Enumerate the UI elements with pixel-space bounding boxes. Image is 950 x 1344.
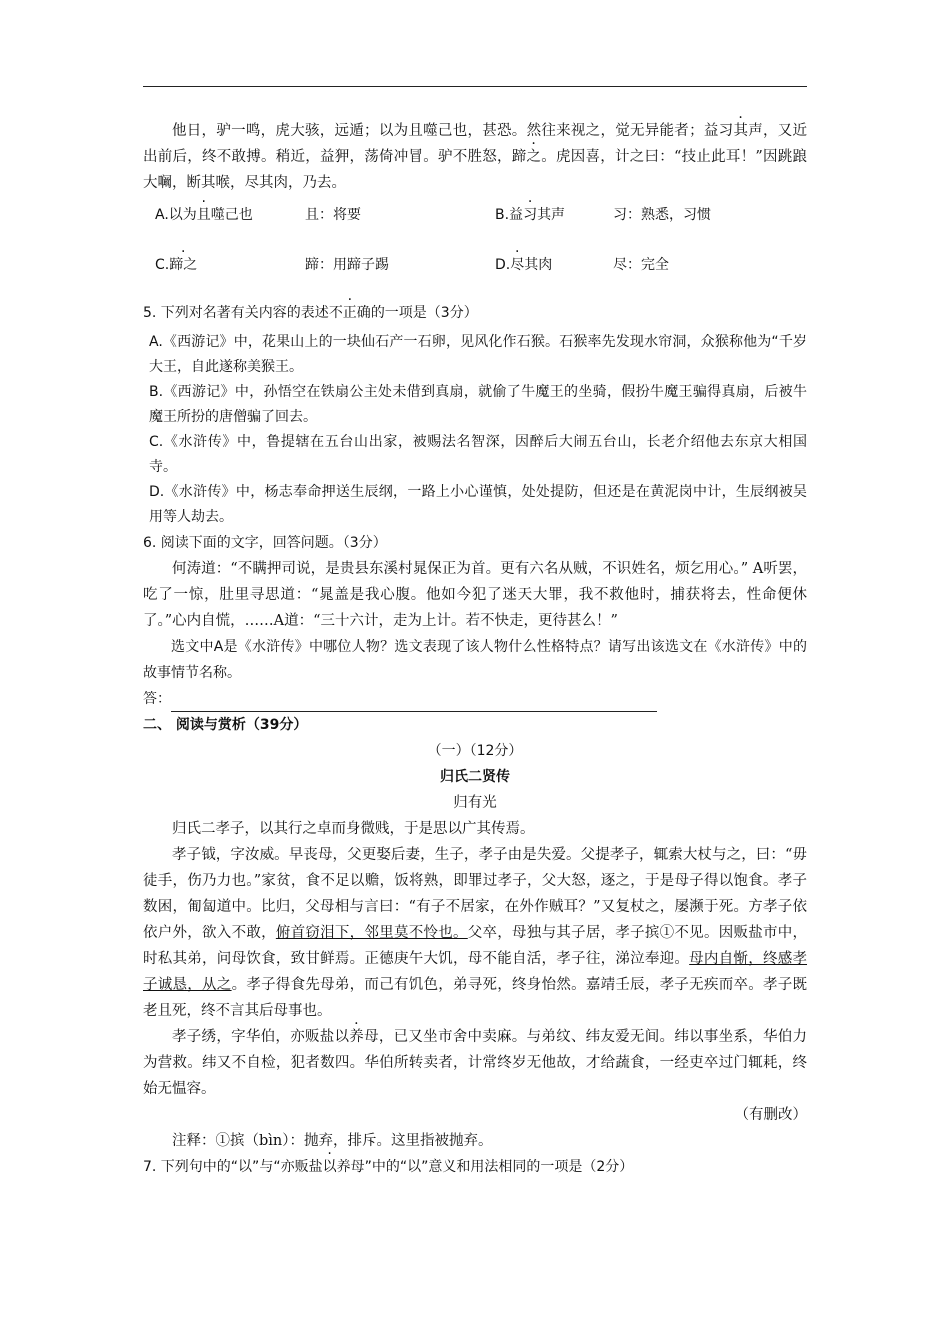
q5-option-a: A.《西游记》中，花果山上的一块仙石产一石卵，见风化作石猴。石猴率先发现水帘洞，众猴称他为“千岁大王，自此遂称美猴王。: [149, 334, 807, 375]
q5-stem: 5. 下列对名著有关内容的表述不正确的一项是（3分）: [143, 305, 478, 321]
article-paragraph-2: 孝子绣，字华伯，亦贩盐以养母，已又坐市舍中卖麻。与弟纹、纬友爱无间。纬以事坐系，华伯力为营救。纬又不自检，犯者数四。华伯所转卖者，计常终岁无他故，才给蔬食，一经吏卒过门辄耗，终始无愠容。: [143, 1029, 808, 1097]
article-paragraph-1: 孝子钺，字汝威。早丧母，父更娶后妻，生子，孝子由是失爱。父提孝子，辄索大杖与之，曰：“毋徒手，伤乃力也。”家贫，食不足以赡，饭将熟，即罪过孝子，父大怒，逐之，于是母子得以饱食。孝子数困，匍匐道中。比归，父母相与言曰：“有子不居家，在外作贼耳？”又复杖之，屡濒于死。方孝子依依户外，欲入不敢，俯首窃泪下，邻里莫不怜也。父卒，母独与其子居，孝子摈①不见。因贩盐市中，时私其弟，问母饮食，致甘鲜焉。正德庚午大饥，母不能自活，孝子往，涕泣奉迎。母内自惭，终感孝子诚恳，从之。孝子得食先母弟，而己有饥色，弟寻死，终身怡然。嘉靖壬辰，孝子无疾而卒。孝子既老且死，终不言其后母事也。: [143, 847, 808, 1019]
q4-option-d: D.尽其肉: [495, 257, 553, 273]
q5-option-d: D.《水浒传》中，杨志奉命押送生辰纲，一路上小心谨慎，处处提防，但还是在黄泥岗中计，生辰纲被吴用等人劫去。: [149, 484, 807, 525]
annotation: 注释：①摈（bìn）：抛弃，排斥。这里指被抛弃。: [172, 1133, 493, 1149]
dotted-char-xi: 习: [718, 123, 734, 139]
q4-option-a-gloss: 且：将要: [305, 207, 361, 223]
dotted-char-ti: 蹄: [511, 149, 527, 165]
section-2-sub: （一）（12分）: [427, 743, 523, 759]
q5-option-c: C.《水浒传》中，鲁提辖在五台山出家，被赐法名智深，因醉后大闹五台山，长老介绍他去东京大相国寺。: [149, 434, 807, 475]
q6-stem: 6. 阅读下面的文字，回答问题。（3分）: [143, 535, 387, 551]
exam-page: [143, 118, 807, 1180]
source-note: （有删改）: [734, 1107, 807, 1123]
header-rule: [143, 86, 807, 87]
answer-line[interactable]: [171, 693, 657, 712]
q6-answer-area: 答：: [143, 686, 807, 712]
q6-question: 选文中A是《水浒传》中哪位人物？选文表现了该人物什么性格特点？请写出该选文在《水浒传》中的故事情节名称。: [143, 639, 807, 681]
q4-option-b: B.益习其声: [495, 207, 566, 223]
q4-option-b-gloss: 习：熟悉，习惯: [613, 207, 711, 223]
q4-option-d-gloss: 尽：完全: [613, 257, 669, 273]
underlined-sentence-1: 俯首窃泪下，邻里莫不怜也。: [275, 925, 468, 941]
article-intro: 归氏二孝子，以其行之卓而身微贱，于是思以广其传焉。: [172, 821, 535, 837]
underlined-sentence-2: 母内自惭，终感孝子诚恳，从之: [143, 951, 808, 993]
q5-option-b: B.《西游记》中，孙悟空在铁扇公主处未借到真扇，就偷了牛魔王的坐骑，假扮牛魔王骗得真扇，后被牛魔王所扮的唐僧骗了回去。: [149, 384, 807, 425]
q4-option-c-gloss: 蹄：用蹄子踢: [305, 257, 389, 273]
q7-stem: 7. 下列句中的“以”与“亦贩盐以养母”中的“以”意义和用法相同的一项是（2分）: [143, 1159, 634, 1175]
passage-donkey-tiger: 他日，驴一鸣，虎大骇，远遁；以为且噬己也，甚恐。然往来视之，觉无异能者；益习其声，又近出前后，终不敢搏。稍近，益狎，荡倚冲冒。驴不胜怒，蹄之。虎因喜，计之曰：“技止此耳！”因跳踉大㘎，断其喉，尽其肉，乃去。: [143, 123, 808, 191]
q6-passage: 何涛道：“不瞒押司说，是贵县东溪村晁保正为首。更有六名从贼，不识姓名，烦乞用心。” A听罢，吃了一惊，肚里寻思道：“晁盖是我心腹。他如今犯了迷天大罪，我不救他时，捕获将去，性命便休了。”心内自慌，……A道：“三十六计，走为上计。若不快走，更待甚么！”: [143, 561, 807, 629]
article-author: 归有光: [453, 795, 497, 811]
q4-option-a: A.以为且噬己也: [155, 207, 253, 223]
q4-options-row-2: [143, 252, 807, 278]
section-2-heading: 二、 阅读与赏析（39分）: [143, 717, 308, 733]
q4-option-c: C.蹄之: [155, 257, 198, 273]
article-title: 归氏二贤传: [440, 769, 510, 785]
q4-options-row-1: [143, 202, 807, 228]
dotted-not-correct: 不正确: [328, 305, 371, 321]
